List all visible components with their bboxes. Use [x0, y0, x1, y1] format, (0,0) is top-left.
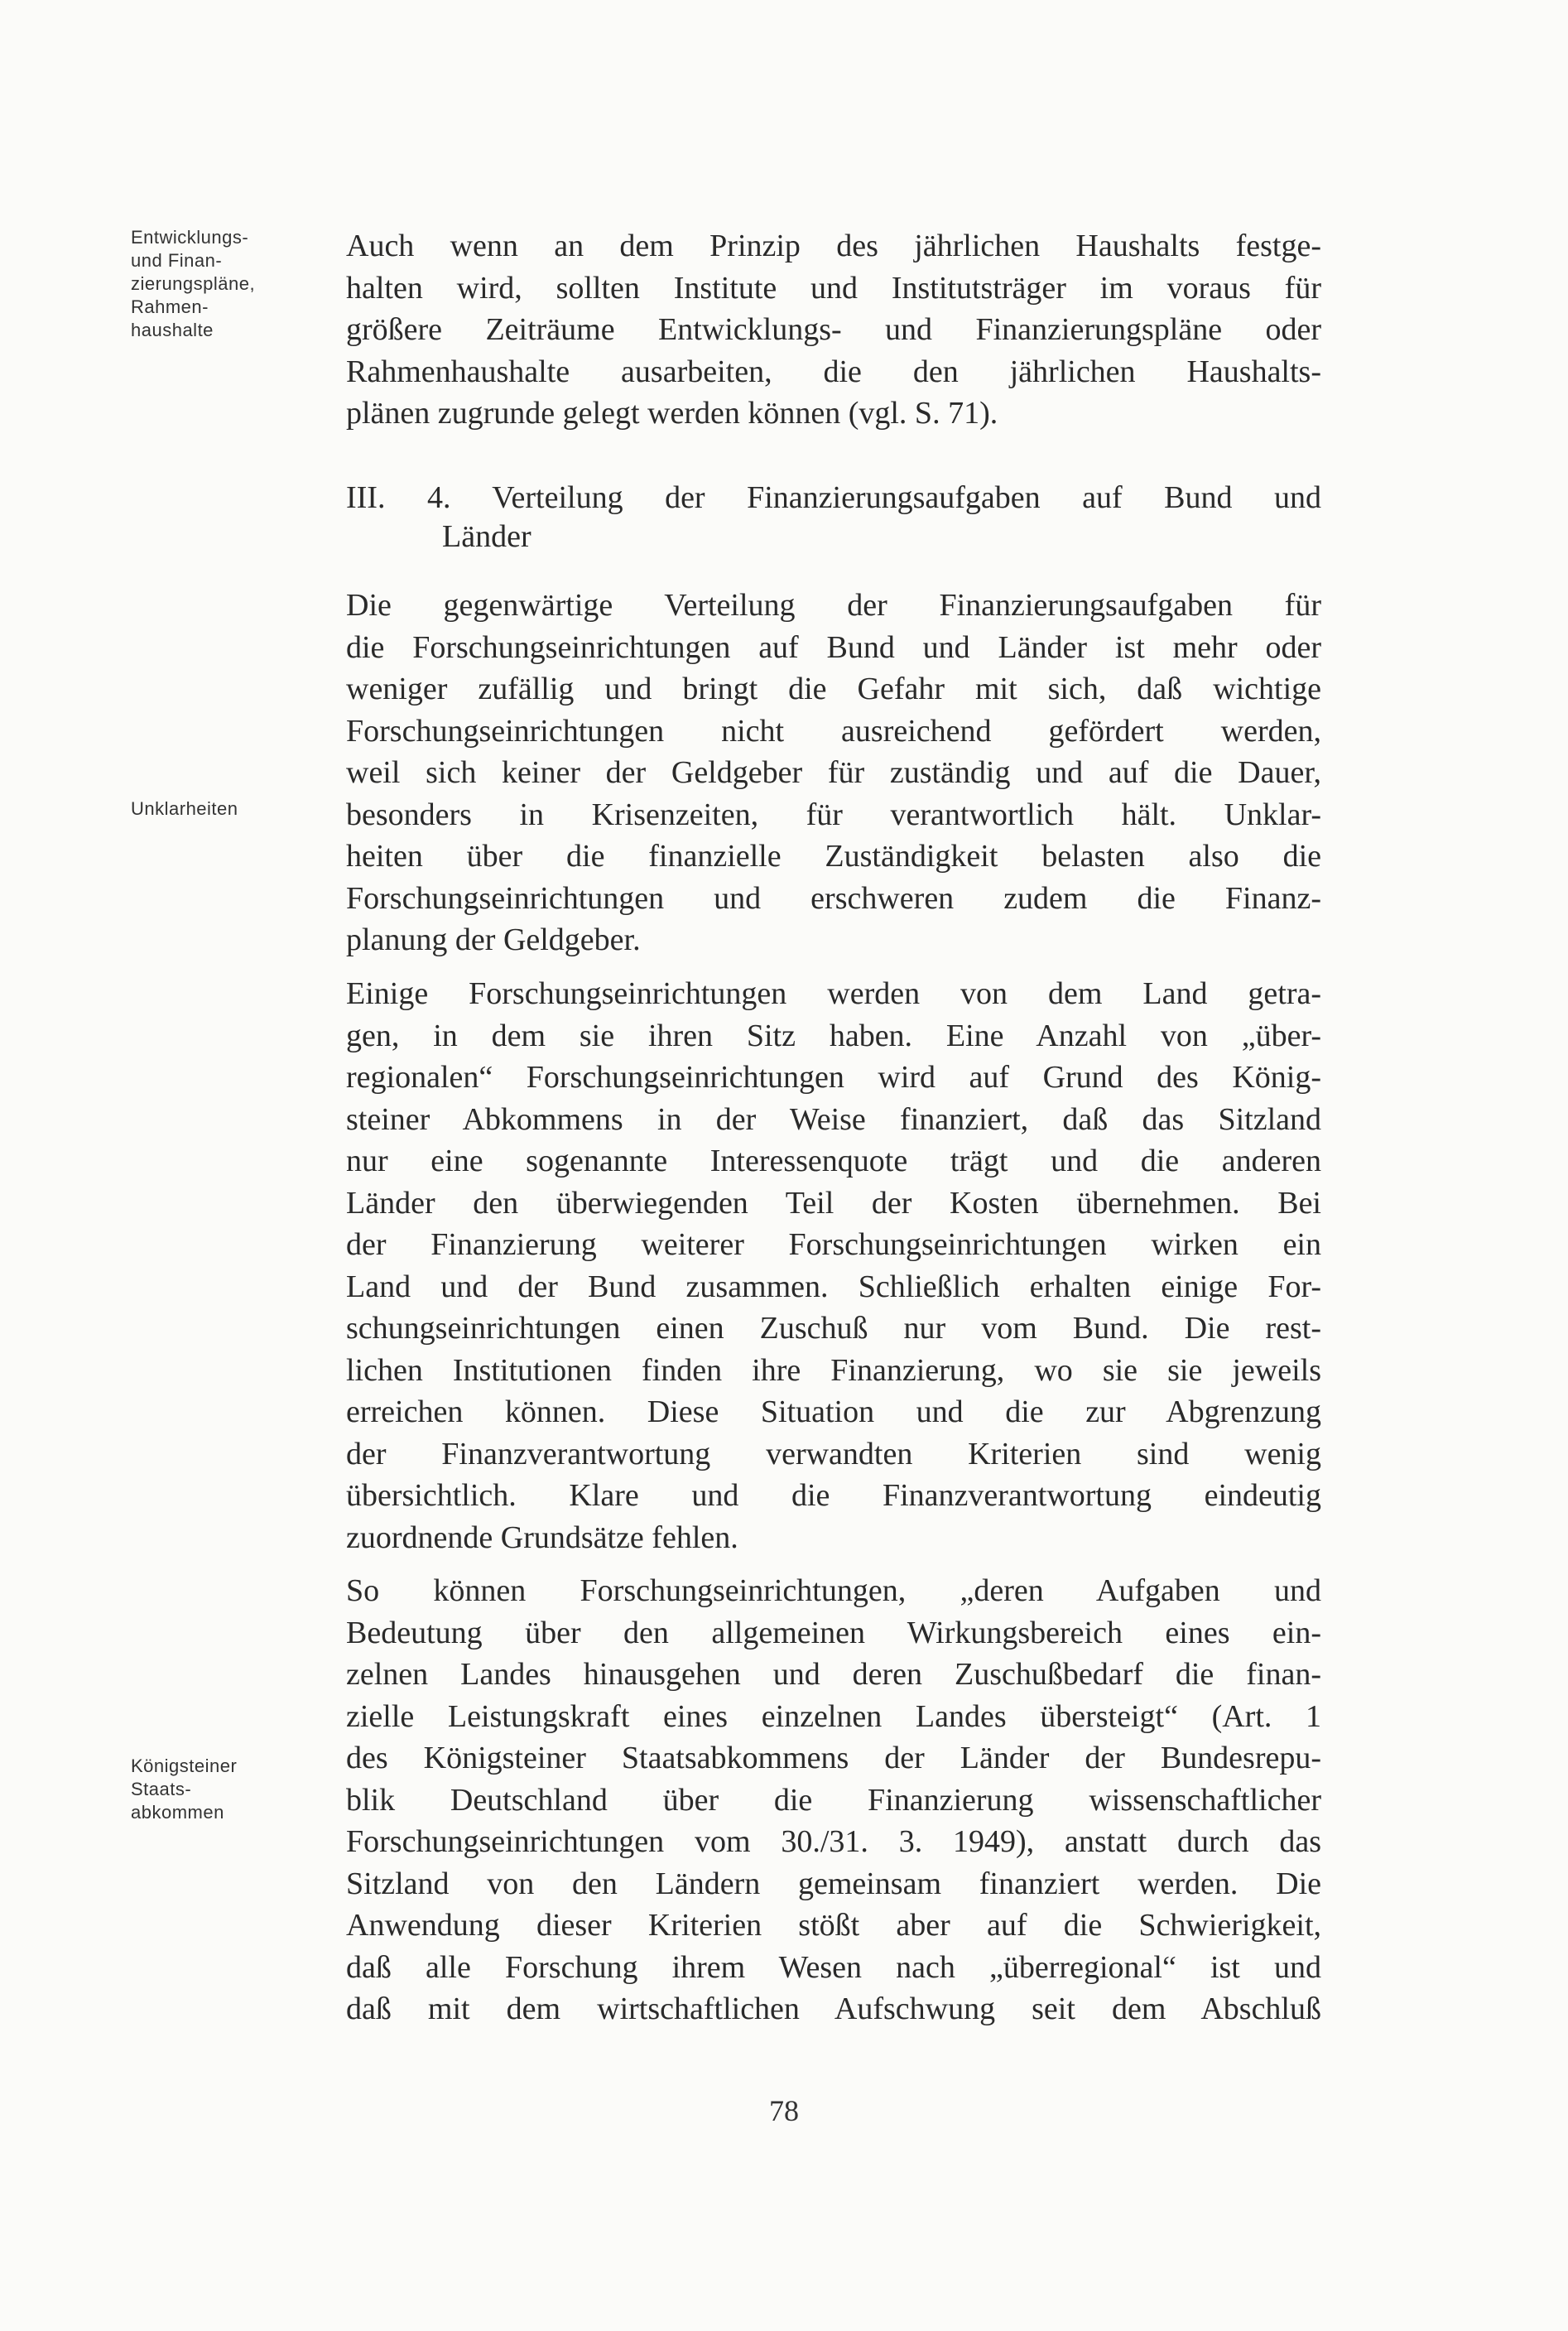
paragraph-verteilung — [346, 585, 1321, 961]
text-line: besonders in Krisenzeiten, für verantwortlich hält. Unklar- — [346, 797, 1321, 832]
margin-note-line: Entwicklungs- — [131, 227, 249, 248]
section-heading-line: Länder — [442, 519, 531, 554]
text-line: Sitzland von den Ländern gemeinsam finanziert werden. Die — [346, 1866, 1321, 1901]
margin-note-line: Staats- — [131, 1779, 192, 1799]
text-line: nur eine sogenannte Interessenquote trägt und die anderen — [346, 1144, 1321, 1178]
text-line: zuordnende Grundsätze fehlen. — [346, 1519, 738, 1555]
text-line: Auch wenn an dem Prinzip des jährlichen Haushalts festge- — [346, 229, 1321, 263]
text-line: gen, in dem sie ihren Sitz haben. Eine Anzahl von „über- — [346, 1018, 1321, 1053]
text-line: erreichen können. Diese Situation und die zur Abgrenzung — [346, 1394, 1321, 1429]
paragraph-koenigsteiner — [346, 1570, 1321, 2030]
text-line: regionalen“ Forschungseinrichtungen wird auf Grund des König- — [346, 1060, 1321, 1095]
margin-note-line: abkommen — [131, 1802, 224, 1823]
text-line: Einige Forschungseinrichtungen werden von dem Land getra- — [346, 976, 1321, 1011]
text-line: der Finanzierung weiterer Forschungseinrichtungen wirken ein — [346, 1227, 1321, 1262]
text-line: übersichtlich. Klare und die Finanzverantwortung eindeutig — [346, 1478, 1321, 1513]
paragraph-finanzierung — [346, 973, 1321, 1558]
text-line: steiner Abkommens in der Weise finanziert, daß das Sitzland — [346, 1101, 1321, 1137]
margin-note-line: Rahmen- — [131, 296, 209, 317]
text-line: größere Zeiträume Entwicklungs- und Finanzierungspläne oder — [346, 312, 1321, 347]
text-line: zelnen Landes hinausgehen und deren Zuschußbedarf die finan- — [346, 1657, 1321, 1692]
text-line: des Königsteiner Staatsabkommens der Länder der Bundesrepu- — [346, 1741, 1321, 1775]
margin-note-line: und Finan- — [131, 250, 223, 271]
text-line: die Forschungseinrichtungen auf Bund und Länder ist mehr oder — [346, 629, 1321, 665]
margin-note-entwicklungsplaene — [131, 226, 305, 342]
text-line: blik Deutschland über die Finanzierung wissenschaftlicher — [346, 1782, 1321, 1818]
text-line: der Finanzverantwortung verwandten Kriterien sind wenig — [346, 1436, 1321, 1471]
margin-note-line: Königsteiner — [131, 1755, 238, 1776]
text-line: Länder den überwiegenden Teil der Kosten übernehmen. Bei — [346, 1185, 1321, 1221]
text-line: weniger zufällig und bringt die Gefahr mit sich, daß wichtige — [346, 672, 1321, 706]
text-line: weil sich keiner der Geldgeber für zuständig und auf die Dauer, — [346, 755, 1321, 790]
section-heading-line: III. 4. Verteilung der Finanzierungsaufgaben auf Bund und — [346, 480, 1321, 515]
margin-note-unklarheiten — [131, 797, 305, 821]
text-line: halten wird, sollten Institute und Institutsträger im voraus für — [346, 270, 1321, 306]
text-line: Die gegenwärtige Verteilung der Finanzierungsaufgaben für — [346, 588, 1321, 623]
text-line: Forschungseinrichtungen vom 30./31. 3. 1949), anstatt durch das — [346, 1824, 1321, 1859]
margin-note-koenigsteiner — [131, 1755, 305, 1824]
text-line: Land und der Bund zusammen. Schließlich erhalten einige For- — [346, 1269, 1321, 1304]
text-line: daß alle Forschung ihrem Wesen nach „überregional“ ist und — [346, 1949, 1321, 1985]
text-line: So können Forschungseinrichtungen, „deren Aufgaben und — [346, 1573, 1321, 1608]
text-line: Forschungseinrichtungen und erschweren zudem die Finanz- — [346, 880, 1321, 916]
text-line: planung der Geldgeber. — [346, 922, 641, 957]
text-line: Rahmenhaushalte ausarbeiten, die den jährlichen Haushalts- — [346, 354, 1321, 389]
margin-note-line: Unklarheiten — [131, 798, 238, 819]
text-line: Anwendung dieser Kriterien stößt aber auf die Schwierigkeit, — [346, 1908, 1321, 1943]
page-number: 78 — [769, 2094, 799, 2127]
text-line: heiten über die finanzielle Zuständigkeit belasten also die — [346, 839, 1321, 874]
margin-note-line: zierungspläne, — [131, 273, 256, 294]
text-line: lichen Institutionen finden ihre Finanzierung, wo sie sie jeweils — [346, 1352, 1321, 1388]
text-line: zielle Leistungskraft eines einzelnen Landes übersteigt“ (Art. 1 — [346, 1698, 1321, 1734]
text-line: Bedeutung über den allgemeinen Wirkungsbereich eines ein- — [346, 1615, 1321, 1650]
paragraph-haushalt — [346, 225, 1321, 435]
text-line: plänen zugrunde gelegt werden können (vgl. S. 71). — [346, 396, 998, 431]
text-line: daß mit dem wirtschaftlichen Aufschwung seit dem Abschluß — [346, 1991, 1321, 2026]
text-line: schungseinrichtungen einen Zuschuß nur vom Bund. Die rest- — [346, 1311, 1321, 1346]
margin-note-line: haushalte — [131, 320, 214, 340]
section-heading — [346, 479, 1321, 556]
text-line: Forschungseinrichtungen nicht ausreichend gefördert werden, — [346, 713, 1321, 749]
